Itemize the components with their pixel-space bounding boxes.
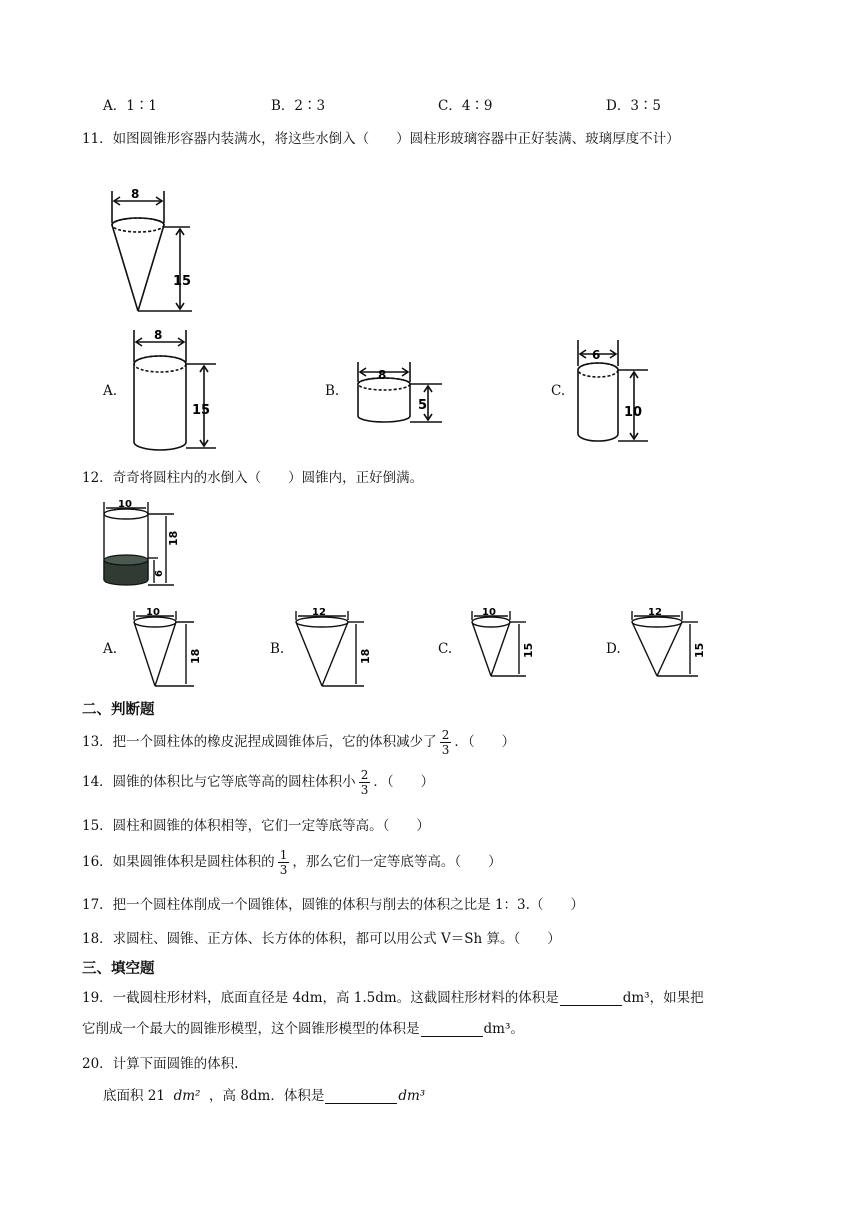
q15: 15．圆柱和圆锥的体积相等，它们一定等底等高。（ ）	[82, 818, 430, 834]
section-3-title: 三、填空题	[82, 961, 155, 977]
q11-option-a-cylinder	[124, 326, 224, 454]
q17: 17．把一个圆柱体削成一个圆锥体，圆锥的体积与削去的体积之比是 1：3.（ ）	[82, 897, 584, 913]
q19-line-1: 19．一截圆柱形材料，底面直径是 4dm，高 1.5dm。这截圆柱形材料的体积是 dm³，如果把	[82, 990, 704, 1006]
q11-option-c-diameter: 6	[592, 348, 601, 362]
q16: 16．如果圆锥体积是圆柱体积的 $\frac{1}{3}$ ，那么它们一定等底等高。（ ）	[82, 848, 502, 877]
q12-text: 12．奇奇将圆柱内的水倒入（ ）圆锥内，正好倒满。	[82, 470, 424, 486]
q18: 18．求圆柱、圆锥、正方体、长方体的体积，都可以用公式 V＝Sh 算。（ ）	[82, 931, 561, 947]
q13: 13．把一个圆柱体的橡皮泥捏成圆锥体后，它的体积减少了 $\frac{2}{3}$ ．（ ）	[82, 728, 516, 757]
q11-option-c-letter: C.	[551, 383, 566, 399]
q10-option-b: B．2∶3	[271, 98, 326, 114]
q12-option-a-height: 18	[189, 648, 202, 664]
q12-option-b-letter: B.	[270, 641, 285, 657]
q12-water-cylinder	[98, 498, 182, 594]
q11-option-c-cylinder	[570, 336, 660, 446]
q12-option-b-height: 18	[359, 648, 372, 664]
q11-option-b-height: 5	[418, 398, 428, 413]
q12-option-d-letter: D.	[606, 641, 621, 657]
q20-blank[interactable]	[325, 1089, 397, 1104]
q14: 14．圆锥的体积比与它等底等高的圆柱体积小 $\frac{2}{3}$ ．（ ）	[82, 768, 435, 797]
q11-text: 11．如图圆锥形容器内装满水，将这些水倒入（ ）圆柱形玻璃容器中正好装满、玻璃厚度不计）	[82, 131, 680, 147]
q10-option-d: D．3∶5	[606, 98, 662, 114]
q19-blank-1[interactable]	[560, 991, 622, 1006]
q11-option-b-diameter: 8	[378, 368, 387, 382]
q11-option-a-height: 15	[192, 403, 211, 418]
q12-option-a-letter: A.	[103, 641, 118, 657]
q19-blank-2[interactable]	[421, 1022, 483, 1037]
q11-option-a-diameter: 8	[154, 328, 163, 342]
q10-option-a: A．1∶1	[103, 98, 157, 114]
q12-option-d-cone	[628, 608, 708, 690]
q12-cylinder-height: 18	[167, 530, 180, 546]
q11-option-b-cylinder	[350, 356, 450, 428]
q20-sub: 底面积 21 dm² ，高 8dm．体积是 dm³	[103, 1088, 426, 1104]
q11-cone-diameter-label: 8	[131, 187, 140, 201]
q12-option-a-diameter: 10	[146, 608, 160, 618]
q12-option-c-cone	[466, 608, 536, 690]
q12-option-a-cone	[126, 608, 206, 690]
q12-cylinder-diameter: 10	[118, 499, 132, 510]
section-2-title: 二、判断题	[82, 702, 155, 718]
q12-water-height: 6	[154, 570, 165, 577]
q12-option-c-diameter: 10	[482, 608, 496, 618]
q12-option-d-height: 15	[693, 642, 706, 658]
q12-option-c-letter: C.	[438, 641, 453, 657]
q20-text: 20．计算下面圆锥的体积.	[82, 1056, 239, 1072]
q12-option-c-height: 15	[522, 642, 535, 658]
q12-option-b-diameter: 12	[312, 608, 326, 618]
q11-cone-height-label: 15	[173, 274, 192, 289]
q11-cone-figure	[100, 183, 210, 318]
q12-option-b-cone	[292, 608, 372, 690]
q11-option-a-letter: A.	[103, 383, 118, 399]
q19-line-2: 它削成一个最大的圆锥形模型，这个圆锥形模型的体积是 dm³。	[82, 1021, 524, 1037]
q12-option-d-diameter: 12	[648, 608, 662, 618]
q11-option-c-height: 10	[624, 405, 643, 420]
q11-option-b-letter: B.	[325, 383, 340, 399]
q10-option-c: C．4∶9	[438, 98, 493, 114]
